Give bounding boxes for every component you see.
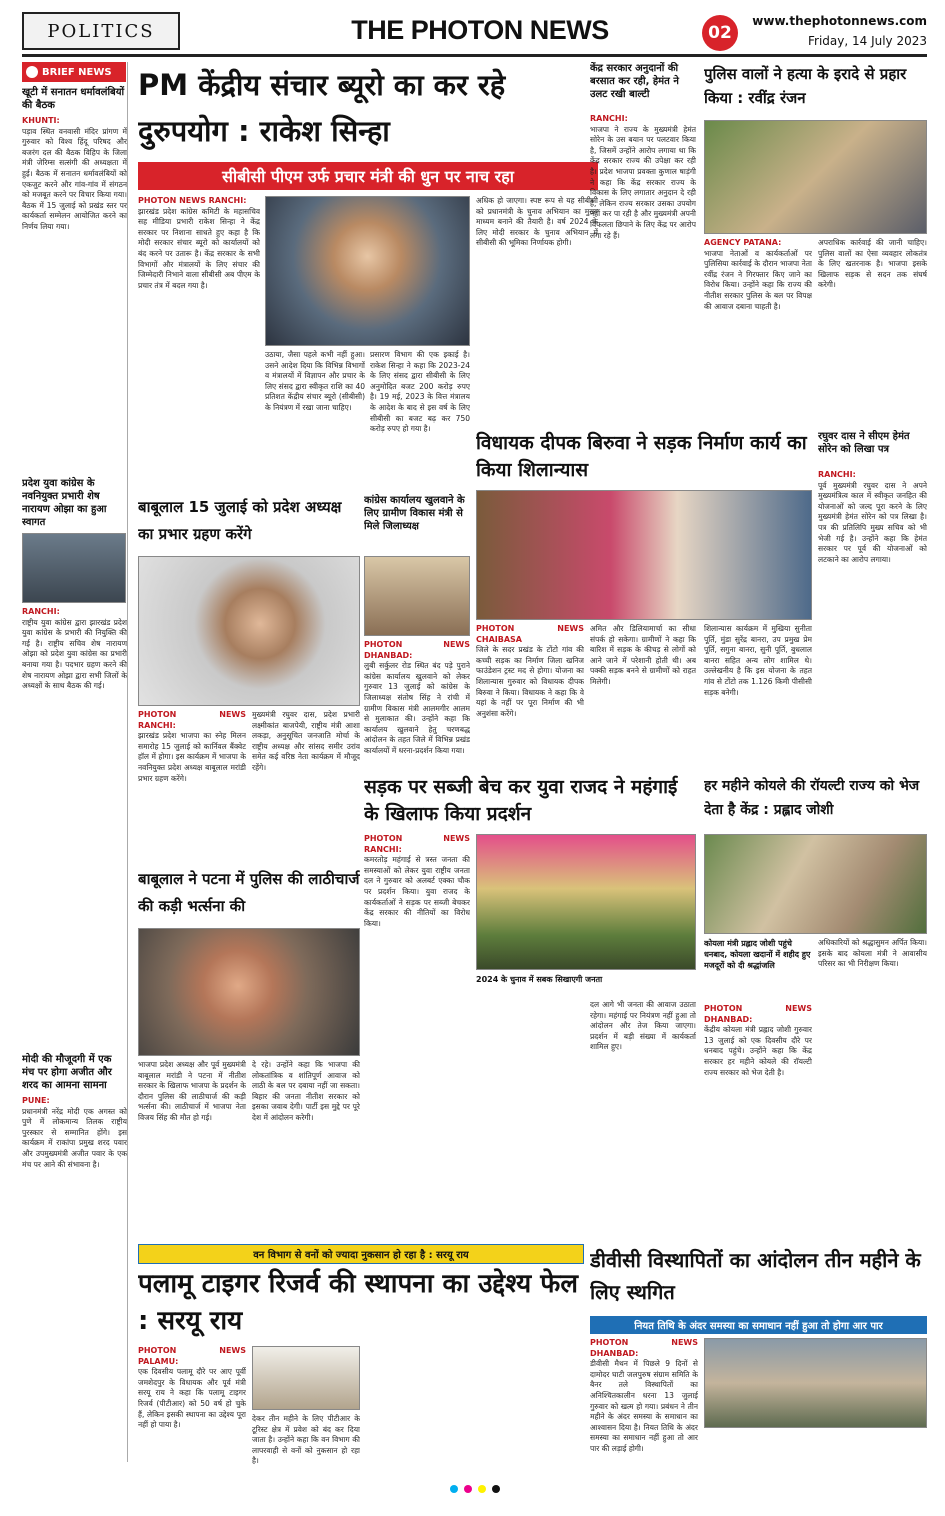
rjd-photo [476,834,696,970]
tiger-strap: वन विभाग से वनों को ज्यादा नुकसान हो रहा है : सरयू राय [138,1244,584,1264]
congress-headline: कांग्रेस कार्यालय खुलवाने के लिए ग्रामीण विकास मंत्री से मिले जिलाध्यक्ष [364,495,465,532]
budget-headline: केंद्र सरकार अनुदानों की बरसात कर रही, हेमंत ने उलट रखी बाल्टी [590,63,679,100]
brief-news-label: BRIEF NEWS [22,62,126,82]
budget-body: RANCHI: भाजपा ने राज्य के मुख्यमंत्री हेमंत सोरेन के उस बयान पर पलटवार किया है, जिसमें उन्होंने आरोप लगाया था कि केंद्र सरकार राज्य की उपेक्षा कर रही है। प्रदेश भाजपा प्रवक्ता कुणाल षाड़ंगी ने कहा कि केंद्र सरकार राज्य के विकास के लिए लगातार अनुदान दे रही है, लेकिन राज्य सरकार उसका उपयोग नहीं कर पा रही है और मुख्यमंत्री अपनी विफलता छिपाने के लिए केंद्र पर आरोप लगा रहे हैं। [590,114,696,240]
rjd-body-col1: PHOTON NEWS RANCHI: कमरतोड़ महंगाई से त्रस्त जनता की समस्याओं को लेकर युवा राष्ट्रीय जनता दल ने गुरुवार को अलबर्ट एक्का चौक पर प्रदर्शन किया। युवा राजद के कार्यकर्ताओं ने सड़क पर सब्जी बेचकर केंद्र सरकार की नीतियों का विरोध किया। [364,834,470,928]
black-mark [492,1485,500,1493]
babulal-patna-headline: बाबूलाल ने पटना में पुलिस की लाठीचार्ज की कड़ी भर्त्सना की [138,870,360,915]
babulal-patna-body-col1: भाजपा प्रदेश अध्यक्ष और पूर्व मुख्यमंत्री बाबूलाल मरांडी ने पटना में नीतीश सरकार के खिलाफ भाजपा के प्रदर्शन के दौरान पुलिस की लाठीचार्ज की कड़ी भर्त्सना की। लाठीचार्ज में भाजपा नेता विजय सिंह की मौत हो गई। [138,1060,246,1122]
lead-photo [265,196,470,346]
brief-headline-youth-congress: प्रदेश युवा कांग्रेस के नवनियुक्त प्रभारी शेष नारायण ओझा का हुआ स्वागत [22,478,107,528]
congress-body: PHOTON NEWS DHANBAD: लुबी सर्कुलर रोड स्थित बंद पड़े पुराने कांग्रेस कार्यालय खुलवाने को लेकर गुरुवार 13 जुलाई को कांग्रेस के जिलाध्यक्ष संतोष सिंह ने रांची में ग्रामीण विकास मंत्री आलमगीर आलम से मुलाकात की। उन्होंने कहा कि कार्यालय खुलवाने हेतु चरणबद्ध आंदोलन के तहत जिले में विभिन्न प्रखंड कार्यालयों में धरना-प्रदर्शन किया गया। [364,640,470,755]
section-label: POLITICS [22,12,180,50]
raghubar-headline: रघुवर दास ने सीएम हेमंत सोरेन को लिखा पत्र [818,431,910,455]
brief-body-pune: PUNE: प्रधानमंत्री नरेंद्र मोदी एक अगस्त को पुणे में लोकमान्य तिलक राष्ट्रीय पुरस्कार से सम्मानित होंगे। इस कार्यक्रम में राकांपा प्रमुख शरद पवार और उपमुख्यमंत्री अजीत पवार के एक मंच पर आने की संभावना है। [22,1096,127,1169]
police-body-col2: अपराधिक कार्रवाई की जानी चाहिए। पुलिस वालों का ऐसा व्यवहार लोकतंत्र के लिए खतरनाक है। भाजपा इसके खिलाफ सड़क से सदन तक संघर्ष करेगी। [818,238,927,290]
biruwa-body-col2: अमित और डिलियामार्चा का सीधा संपर्क हो सकेगा। ग्रामीणों ने कहा कि बारिश में सड़क के कीचड़ से लोगों को आने जाने में परेशानी होती थी। अब पक्की सड़क बनने से ग्रामीणों को राहत मिलेगी। [590,624,696,686]
coal-photo-caption: कोयला मंत्री प्रह्लाद जोशी पहुंचे धनबाद, कोयला खदानों में शहीद हुए मजदूरों को दी श्रद्धांजलि [704,939,811,970]
babulal-charge-body-col2: मुख्यमंत्री रघुवर दास, प्रदेश प्रभारी लक्ष्मीकांत बाजपेयी, राष्ट्रीय मंत्री आशा लकड़ा, अनुसूचित जनजाति मोर्चा के राष्ट्रीय अध्यक्ष और सांसद समीर उरांव समेत कई वरिष्ठ नेता कार्यक्रम में मौजूद रहेंगे। [252,710,360,772]
coal-photo [704,834,927,934]
police-photo [704,120,927,234]
brief-headline-khunti: खूटी में सनातन धर्मावलंबियों की बैठक [22,87,125,111]
coal-body-col2: अधिकारियों को श्रद्धासुमन अर्पित किया। इसके बाद कोयला मंत्री ने आवासीय परिसर का भी निरीक्षण किया। [818,938,927,969]
newspaper-title: THE PHOTON NEWS [351,14,609,45]
tiger-photo [252,1346,360,1410]
yellow-mark [478,1485,486,1493]
dvc-body: PHOTON NEWS DHANBAD: डीवीसी मैथन में पिछले 9 दिनों से दामोदर घाटी जलपुरुष संग्राम समिति के बैनर तले विस्थापितों का अनिश्चितकालीन धरना 13 जुलाई गुरुवार को खत्म हो गया। प्रबंधन ने तीन महीने के अंदर समस्या के समाधान का आश्वासन दिया है। नियत तिथि के अंदर समस्या का समाधान नहीं हुआ तो आर पार की लड़ाई होगी। [590,1338,698,1453]
lead-body-col2: उठाया, जैसा पहले कभी नहीं हुआ। उसने आदेश दिया कि विभिन्न विभागों व मंत्रालयों में विज्ञापन और प्रचार के लिए संसद द्वारा स्वीकृत राशि का 40 प्रतिशत केंद्रीय संचार ब्यूरो (सीबीसी) के नियंत्रण में रखा जाना चाहिए। [265,350,365,412]
babulal-charge-photo [138,556,360,706]
magenta-mark [464,1485,472,1493]
babulal-patna-photo [138,928,360,1056]
lead-body-col1: PHOTON NEWS RANCHI: झारखंड प्रदेश कांग्रेस कमिटी के महासचिव सह मीडिया प्रभारी राकेश सिन्हा ने केंद्र सरकार पर निशाना साधते हुए कहा है कि मोदी सरकार संचार ब्यूरो को कार्यालयों को बंद करने पर उतारू है। केंद्र सरकार के सभी विभागों और मंत्रालयों के लिए संचार की जिम्मेदारी निभाने वाला सीबीसी अब पीएम के प्रचार तंत्र में बदल गया है। [138,196,260,290]
site-url[interactable]: www.thephotonnews.com [752,14,927,28]
biruwa-photo [476,490,812,620]
tiger-body-col2: देकर तीन महीने के लिए पीटीआर के टूरिस्ट क्षेत्र में प्रवेश को बंद कर दिया जाता है। उन्होंने कहा कि वन विभाग की लापरवाही से वनों को नुकसान हो रहा है। [252,1414,360,1466]
brief-news-icon [26,66,38,78]
brief-news-sidebar [22,62,128,1462]
biruwa-headline: विधायक दीपक बिरुवा ने सड़क निर्माण कार्य का किया शिलान्यास [476,432,807,481]
raghubar-body: RANCHI: पूर्व मुख्यमंत्री रघुवर दास ने अपने मुख्यमंत्रित्व काल में स्वीकृत जनहित की योजनाओं को जल्द पूरा करने के लिए मुख्यमंत्री हेमंत सोरेन को पत्र लिखा है। पत्र की प्रतिलिपि मुख्य सचिव को भी भेजी गई है। उन्होंने कहा कि हेमंत सरकार पर पूर्व की योजनाओं को लटकाने का आरोप लगाया। [818,470,927,564]
biruwa-body-col1: PHOTON NEWS CHAIBASA जिले के सदर प्रखंड के टोंटो गांव की कच्ची सड़क का निर्माण जिला खनिज फाउंडेशन ट्रस्ट मद से होगा। योजना का शिलान्यास गुरुवार को विधायक दीपक बिरुवा ने किया। विधायक ने कहा कि वे यहां के नहीं पर पूरा निर्माण की भी अनुशंसा करेंगे। [476,624,584,718]
youth-congress-photo [22,533,126,603]
rjd-photo-caption: 2024 के चुनाव में सबक सिखाएगी जनता [476,975,603,984]
tiger-body-col1: PHOTON NEWS PALAMU: एक दिवसीय पलामू दौरे पर आए पूर्वी जमशेदपुर के विधायक और पूर्व मंत्री सरयू राय ने कहा कि पलामू टाइगर रिजर्व (पीटीआर) को 50 वर्ष हो चुके हैं, लेकिन इसकी स्थापना का उद्देश्य पूरा नहीं हो पाया है। [138,1346,246,1430]
tiger-headline: पलामू टाइगर रिजर्व की स्थापना का उद्देश्य फेल : सरयू राय [138,1269,578,1336]
police-headline: पुलिस वालों ने हत्या के इरादे से प्रहार किया : रवींद्र रंजन [704,65,907,107]
lead-headline: PM केंद्रीय संचार ब्यूरो का कर रहे दुरुपयोग : राकेश सिन्हा [138,68,506,148]
masthead-rule [22,54,927,57]
babulal-charge-headline: बाबूलाल 15 जुलाई को प्रदेश अध्यक्ष का प्रभार ग्रहण करेंगे [138,498,342,543]
issue-date: Friday, 14 July 2023 [807,34,927,48]
brief-body-khunti: KHUNTI: पड़ाव स्थित वनवासी मंदिर प्रांगण में गुरुवार को विश्व हिंदू परिषद और बजरंग दल की बैठक विहिप के जिला मंत्री जेरिम्स सत्संगी की अध्यक्षता में हुई। बैठक में सनातन धर्मावलंबियों को एकजुट करने और गांव-गांव में संगठन को मजबूत करने पर विचार किया गया। बैठक में 15 जुलाई को प्रखंड स्तर पर कार्यकर्ता सम्मेलन आयोजित करने का निर्णय लिया गया। [22,116,127,231]
dvc-photo [704,1338,927,1428]
coal-headline: हर महीने कोयले की रॉयल्टी राज्य को भेज देता है केंद्र : प्रह्लाद जोशी [704,778,920,818]
lead-strap: सीबीसी पीएम उर्फ प्रचार मंत्री की धुन पर नाच रहा [138,162,598,190]
coal-body-col1: PHOTON NEWS DHANBAD: केंद्रीय कोयला मंत्री प्रह्लाद जोशी गुरुवार 13 जुलाई को एक दिवसीय दौरे पर धनबाद पहुंचे। उन्होंने कहा कि केंद्र सरकार हर महीने कोयले की रॉयल्टी राज्य सरकार को भेज देती है। [704,1004,812,1077]
rjd-body-col2: दल आगे भी जनता की आवाज उठाता रहेगा। महंगाई पर नियंत्रण नहीं हुआ तो आंदोलन और तेज किया जाएगा। प्रदर्शन में बड़ी संख्या में कार्यकर्ता शामिल हुए। [590,1000,696,1052]
page-number: 02 [702,15,738,51]
congress-photo [364,556,470,636]
brief-headline-pune: मोदी की मौजूदगी में एक मंच पर होगा अजीत और शरद का आमना सामना [22,1054,112,1091]
biruwa-body-col3: शिलान्यास कार्यक्रम में मुखिया सुनीता पूर्ति, मुंडा सुरेंद्र बानरा, उप प्रमुख प्रेम पूर्ति, सगुना बानरा, सुनी पूर्ति, बुधलाल बानरा सहित अन्य लोग शामिल थे। उल्लेखनीय है कि इस योजना के तहत गांव से टोंटो तक 1.126 किमी पीसीसी सड़क बनेगी। [704,624,812,697]
police-body-col1: AGENCY PATANA: भाजपा नेताओं व कार्यकर्ताओं पर पुलिसिया कार्रवाई के दौरान भाजपा नेता रवींद्र रंजन ने गिरफ्तार किए जाने का विरोध किया। उन्होंने कहा कि राज्य की नीतीश सरकार पुलिस के बल पर विपक्ष की आवाज दबाना चाहती है। [704,238,812,311]
babulal-charge-body-col1: PHOTON NEWS RANCHI: झारखंड प्रदेश भाजपा का स्नेह मिलन समारोह 15 जुलाई को कार्निवल बैंक्वेट हॉल में होगा। इस कार्यक्रम में भाजपा के नवनियुक्त प्रदेश अध्यक्ष बाबूलाल मरांडी प्रभार ग्रहण करेंगे। [138,710,246,783]
rjd-headline: सड़क पर सब्जी बेच कर युवा राजद ने महंगाई के खिलाफ किया प्रदर्शन [364,776,678,825]
babulal-patna-body-col2: दे रहे। उन्होंने कहा कि भाजपा की लोकतांत्रिक व शांतिपूर्ण आवाज को लाठी के बल पर दबाया नहीं जा सकता। बिहार की जनता नीतीश सरकार को इसका जवाब देगी। पार्टी इस मुद्दे पर पूरे देश में आंदोलन करेगी। [252,1060,360,1122]
dvc-strap: नियत तिथि के अंदर समस्या का समाधान नहीं हुआ तो होगा आर पार [590,1316,927,1334]
lead-body-col3: प्रसारण विभाग की एक इकाई है। राकेश सिन्हा ने कहा कि 2023-24 के लिए संसद द्वारा सीबीसी के लिए अनुमोदित बजट 200 करोड़ रुपए है। 19 मई, 2023 के वित्त मंत्रालय के आदेश के बाद से इस वर्ष के लिए सीबीसी का बजट बढ़ कर 750 करोड़ रुपए हो गया है। [370,350,470,434]
cyan-mark [450,1485,458,1493]
brief-body-youth-congress: RANCHI: राष्ट्रीय युवा कांग्रेस द्वारा झारखंड प्रदेश युवा कांग्रेस के प्रभारी की नियुक्ति की गई है। राष्ट्रीय सचिव शेष नारायण ओझा को प्रदेश युवा कांग्रेस का प्रभारी बनाया गया है। पदभार ग्रहण करने की शेष नारायण ओझा द्वारा सभी जिलों के अध्यक्षों के साथ बैठक की गई। [22,607,127,691]
lead-body-col4: अधिक हो जाएगा। स्पष्ट रूप से यह सीबीसी को प्रधानमंत्री के चुनाव अभियान का मुख्य माध्यम बनाने की तैयारी है। वर्ष 2024 के लिए मोदी सरकार के चुनाव अभियान में सीबीसी की भूमिका निर्णायक होगी। [476,196,598,248]
print-registration-marks [22,1485,927,1495]
dvc-headline: डीवीसी विस्थापितों का आंदोलन तीन महीने के लिए स्थगित [590,1248,921,1304]
